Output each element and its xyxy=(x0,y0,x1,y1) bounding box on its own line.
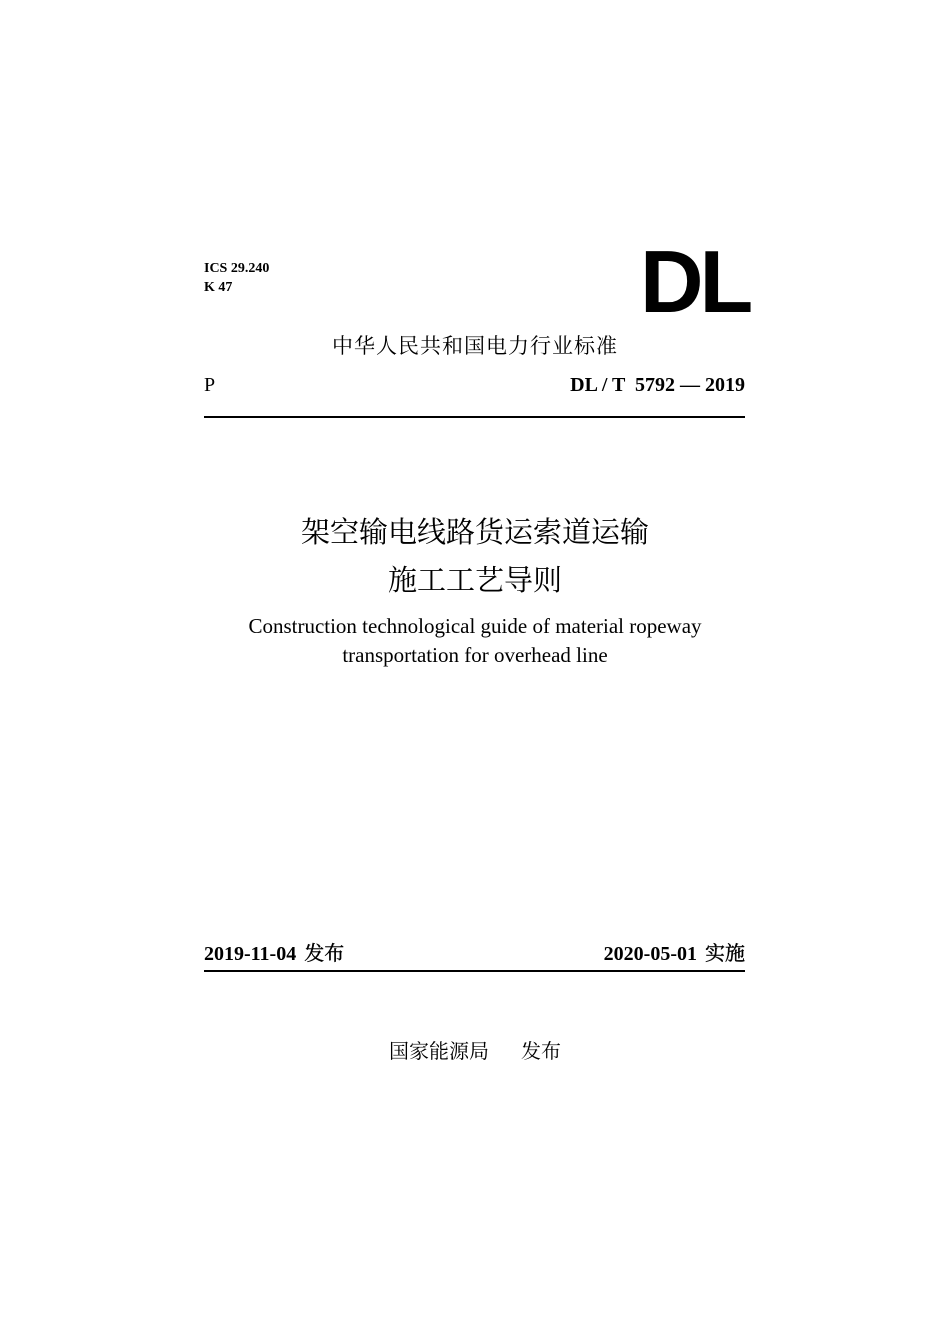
publisher-block xyxy=(0,1035,950,1064)
publisher-name: 国家能源局 xyxy=(389,1039,489,1063)
english-title-line-2: transportation for overhead line xyxy=(342,643,608,667)
publish-date-block xyxy=(204,937,344,966)
implement-date: 2020-05-01 xyxy=(603,943,697,965)
chinese-title-line-2: 施工工艺导则 xyxy=(387,563,562,597)
ccs-code: K 47 xyxy=(204,280,233,295)
publish-label: 发布 xyxy=(304,941,345,965)
english-title-line-1: Construction technological guide of material ropeway xyxy=(248,614,702,638)
implement-label: 实施 xyxy=(705,941,745,965)
bottom-divider xyxy=(204,970,745,972)
ics-code: ICS 29.240 xyxy=(204,261,270,276)
publish-date: 2019-11-04 xyxy=(204,943,297,965)
classification-letter: P xyxy=(204,374,216,396)
implement-date-block xyxy=(604,937,745,966)
dl-standard-logo: DL xyxy=(640,232,750,331)
chinese-title-line-1: 架空输电线路货运索道运输 xyxy=(300,515,649,549)
industry-standard-label: 中华人民共和国电力行业标准 xyxy=(332,334,618,358)
classification-codes xyxy=(204,259,269,297)
publisher-action: 发布 xyxy=(521,1039,561,1063)
standard-number: DL / T 5792 — 2019 xyxy=(570,374,745,396)
top-divider xyxy=(204,416,745,418)
